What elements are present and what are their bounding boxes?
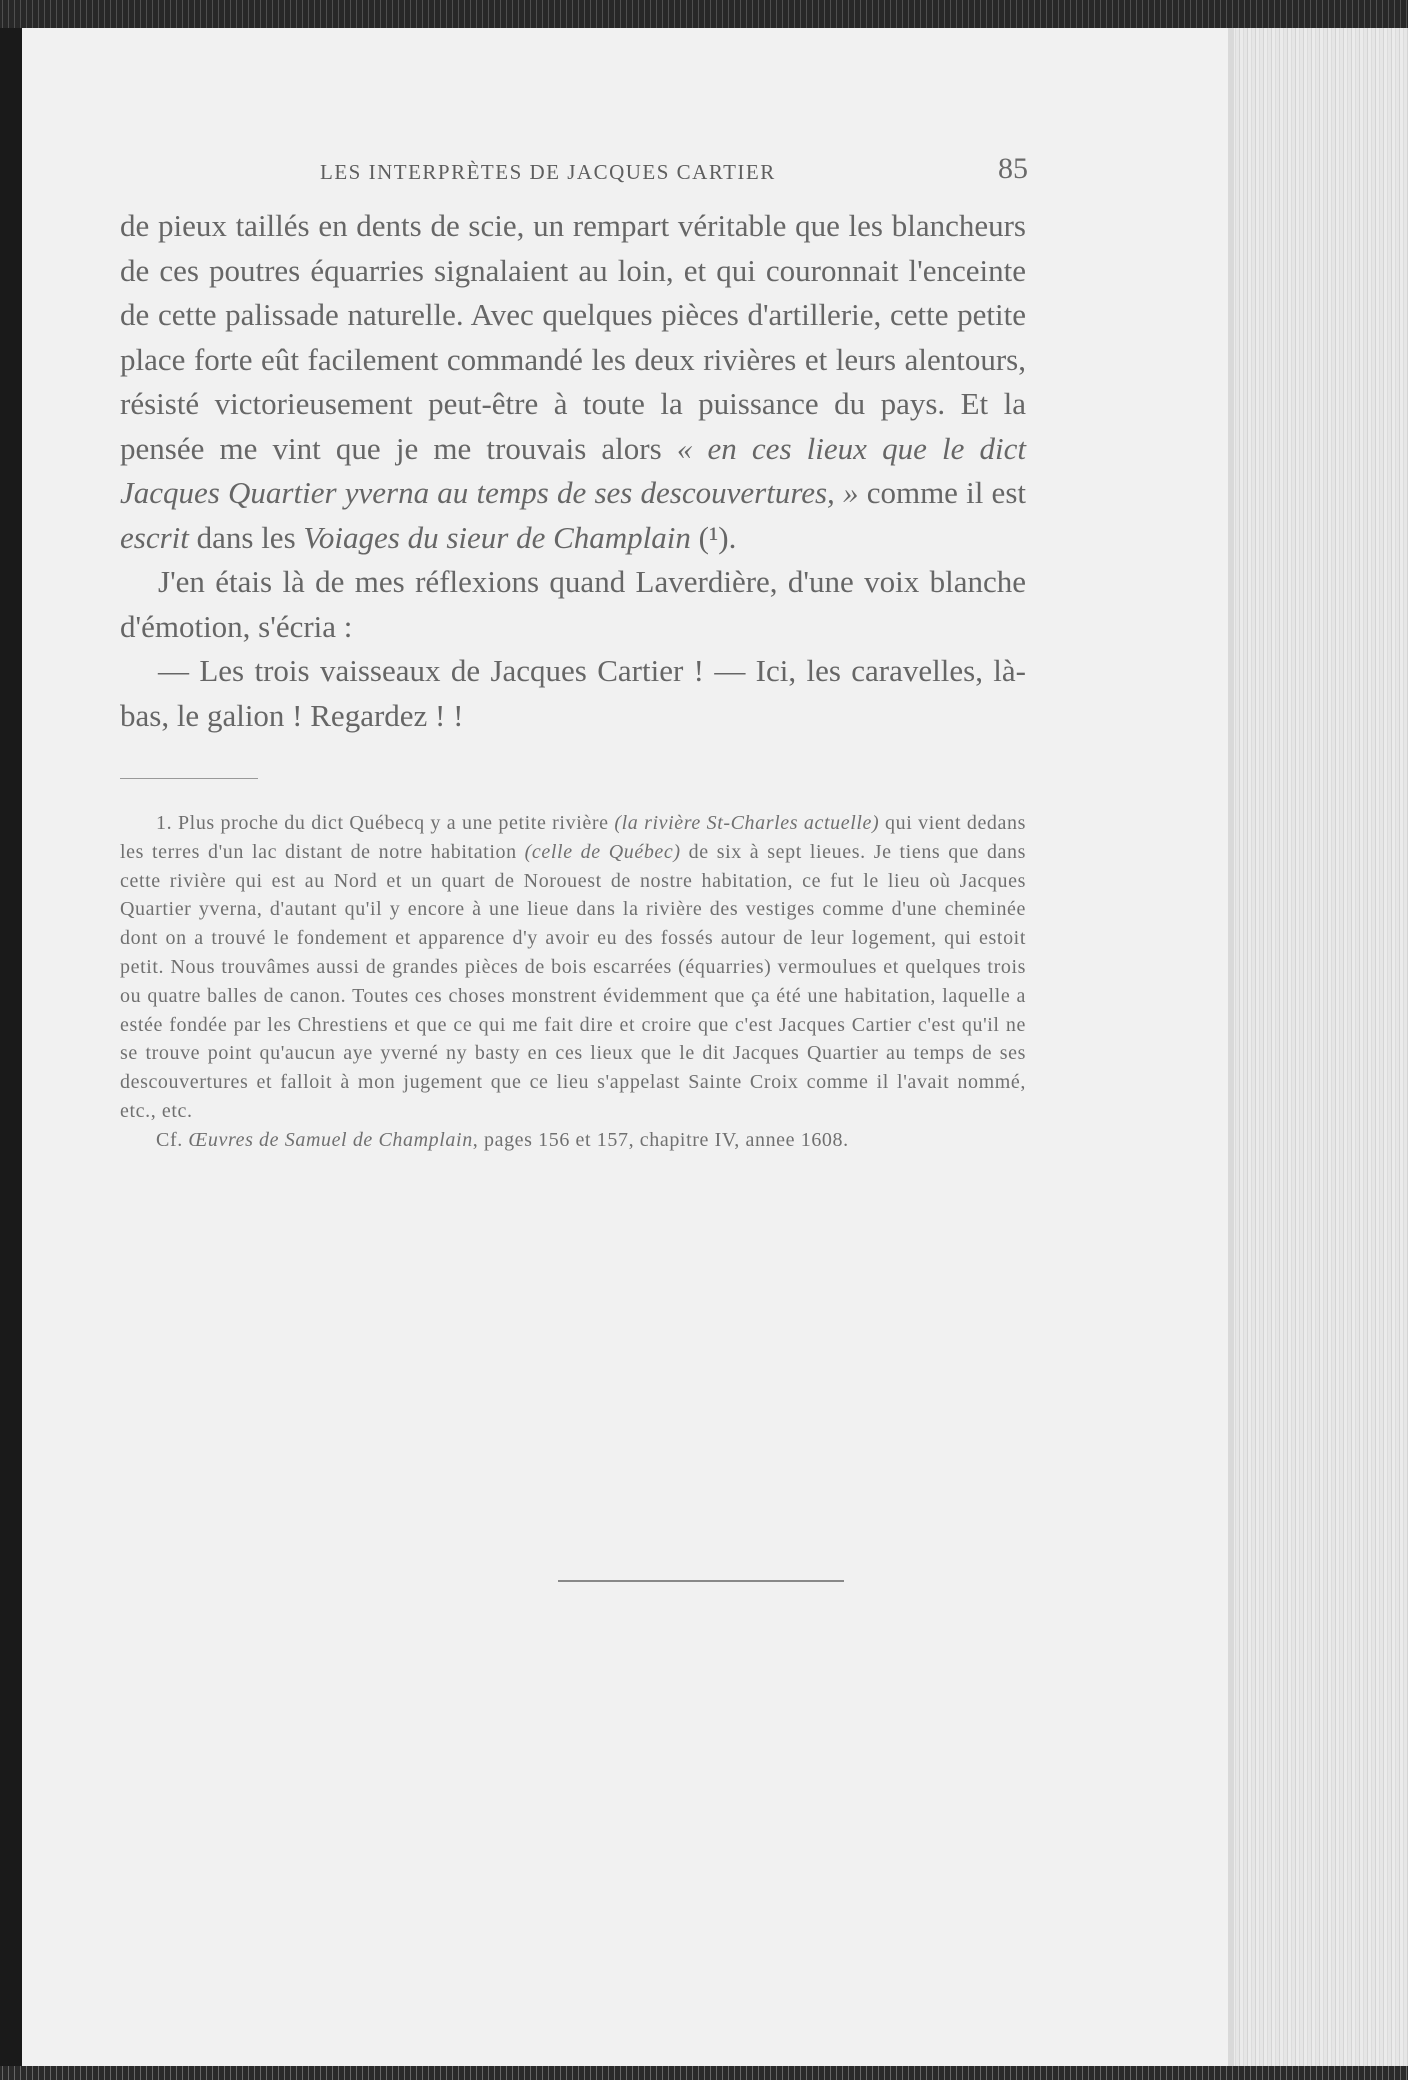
paragraph-1-quote: « en ces lieux que le dict Jacques Quartier yverna au temps de ses descouvertures, »	[120, 430, 1026, 510]
footnote-1-text-a: 1. Plus proche du dict Québecq y a une petite rivière	[156, 812, 615, 834]
body-text	[120, 204, 1026, 738]
paragraph-1-text-a: de pieux taillés en dents de scie, un rempart véritable que les blancheurs de ces poutres équarries signalaient au loin, et qui couronnait l'enceinte de cette palissade naturelle. Avec quelques pièces d'artillerie, cette petite place forte eût facilement commandé les deux rivières et leurs alentours, résisté victorieusement peut-être à toute la puissance du pays. Et la pensée me vint que je me trouvais alors	[120, 208, 1026, 466]
footnote-1-italic-1: (la rivière St-Charles actuelle)	[614, 812, 880, 834]
footnote-1-italic-2: (celle de Québec)	[524, 840, 681, 863]
paragraph-2: J'en étais là de mes réflexions quand Laverdière, d'une voix blanche d'émotion, s'écria :	[120, 564, 1026, 644]
footnote-1-text-c: de six à sept lieues. Je tiens que dans cette rivière qui est au Nord et un quart de Norouest de nostre habitation, ce fut le lieu où Jacques Quartier yverna, d'autant qu'il y encore à une lieue dans la rivière des vestiges comme d'une cheminée dont on a trouvé le fondement et apparence d'y avoir eu des fossés autour de leur logement, qui estoit petit. Nous trouvâmes aussi de grandes pièces de bois escarrées (équarries) vermoulues et quelques trois ou quatre balles de canon. Toutes ces choses monstrent évidemment que ça été une habitation, laquelle a estée fondée par les Chrestiens et que ce qui me fait dire et croire que c'est Jacques Cartier c'est qu'il ne se trouve point qu'aucun aye yverné ny basty en ces lieux que le dit Jacques Quartier au temps de ses descouvertures et falloit à mon jugement que ce lieu s'appelast Sainte Croix comme il l'avait nommé, etc., etc.	[120, 840, 1026, 1122]
footnotes	[120, 809, 1026, 1155]
paragraph-1-footnote-ref: (¹).	[690, 519, 737, 555]
running-head	[120, 150, 1026, 190]
running-title: LES INTERPRÈTES DE JACQUES CARTIER	[320, 160, 776, 184]
paragraph-1-escrit: escrit	[120, 519, 189, 555]
scan-bottom-edge	[0, 2066, 1408, 2080]
paragraph-1-text-b: comme il est	[858, 475, 1026, 510]
footnote-2	[120, 1126, 1026, 1155]
section-end-rule	[558, 1580, 844, 1582]
paragraph-1-book-title: Voiages du sieur de Champlain	[303, 519, 691, 555]
page-content	[120, 150, 1026, 1155]
footnote-1-text-b: qui vient dedans les terres d'un lac distant de notre habitation	[120, 812, 1026, 863]
paragraph-1	[120, 204, 1026, 560]
paragraph-1-text-c: dans les	[188, 519, 304, 555]
footnote-2-book-title: Œuvres de Samuel de Champlain	[188, 1128, 473, 1151]
scan-top-edge	[0, 0, 1408, 28]
footnote-divider	[120, 778, 258, 779]
footnote-2-text-a: Cf.	[156, 1128, 189, 1151]
book-page-edges	[1228, 28, 1408, 2068]
footnote-1	[120, 809, 1026, 1126]
page-number: 85	[998, 152, 1028, 185]
paragraph-3: — Les trois vaisseaux de Jacques Cartier ! — Ici, les caravelles, là-bas, le galion ! Regardez ! !	[120, 653, 1026, 733]
footnote-2-text-b: , pages 156 et 157, chapitre IV, annee 1608.	[472, 1128, 849, 1151]
